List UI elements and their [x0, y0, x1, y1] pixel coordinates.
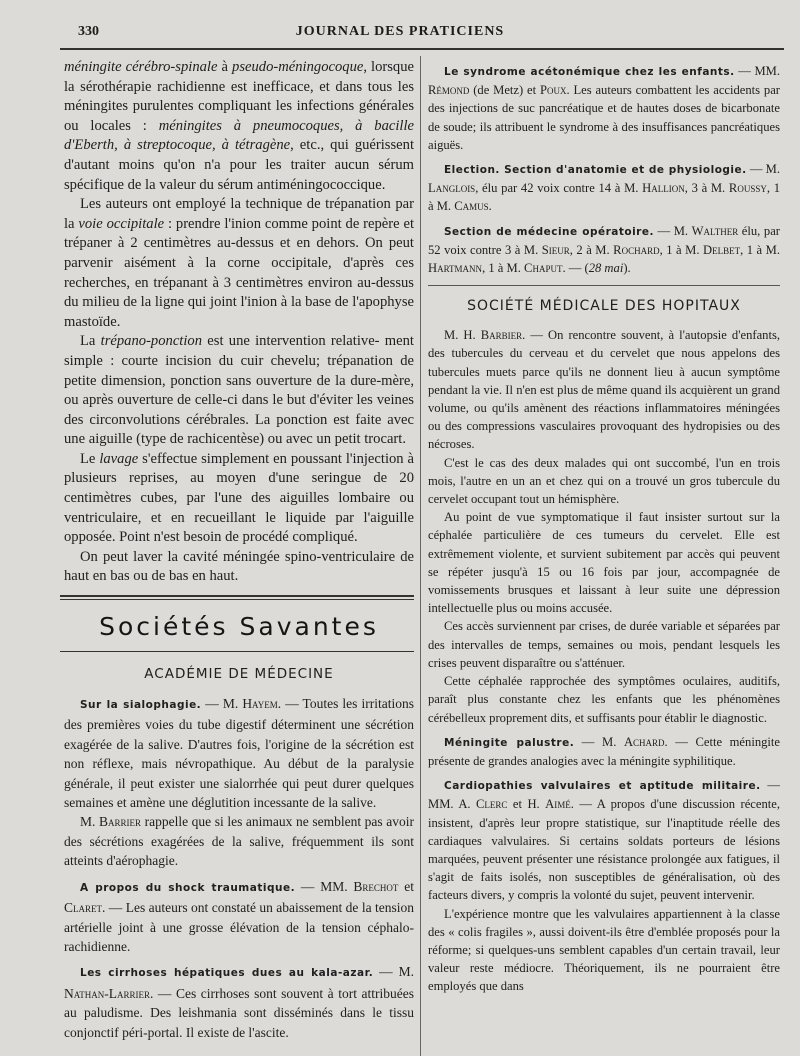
- text: — M.: [201, 696, 243, 712]
- text: — MM.: [295, 878, 354, 894]
- author-name: Barrier: [98, 814, 141, 830]
- page-header: [0, 0, 800, 48]
- paragraph-heading: Le syndrome acétonémique chez les enfants.: [444, 66, 735, 78]
- text: . Les auteurs combattent les accidents par des injections de suc pancréatique et de hautes doses de bicarbonate de soude; ils attribuent le syndrome à des insuffisances pancréatiques aiguës.: [428, 83, 780, 152]
- paragraph: [64, 195, 414, 332]
- section-rule: [428, 285, 780, 286]
- paragraph: Au point de vue symptomatique il faut insister surtout sur la céphalée particulière de ces tumeurs du cervelet. Elle est extrêmement violente, et survient subitement par accès qui peuvent se répéter jusqu'à 15 ou 16 fois par jour, accompagnée de vomissements brusques et laissant à leur suite une dépression intellectuelle plus ou moins accusée.: [428, 510, 780, 616]
- italic-text: voie occipitale: [78, 215, 165, 232]
- paragraph: L'expérience montre que les valvulaires appartiennent à la classe des « colis fragiles », aussi doivent-ils être d'emblée proposés pour la réforme; si quelques-uns semblent capables d'un certain travail, leur valeur reste médiocre. Théoriquement, ils ne pourraient être employés que dans: [428, 906, 780, 994]
- paragraph: [64, 58, 414, 195]
- text: , lorsque la sérothérapie rachidienne est inefficace, et dans tous les méningites purulentes compliquant les infections générales ou locales :: [64, 59, 414, 134]
- author-name: Nathan-Larrier: [64, 985, 150, 1001]
- text: , 2 à M.: [569, 242, 614, 257]
- paragraph-heading: Sur la sialophagie.: [80, 699, 202, 712]
- paragraph-heading: Section de médecine opératoire.: [444, 225, 654, 238]
- author-name: Brechot: [353, 878, 399, 894]
- text: — MM.: [734, 64, 780, 78]
- text: — M.: [574, 734, 624, 749]
- text: , 1 à M.: [659, 242, 703, 257]
- author-name: Barbier: [480, 328, 523, 343]
- author-name: Walther: [691, 223, 739, 238]
- italic-text: pseudo-méningocoque: [232, 59, 364, 75]
- italic-text: méningite cérébro-spinale: [64, 59, 218, 75]
- column-divider: [420, 56, 421, 1056]
- author-name: Hartmann: [428, 261, 483, 276]
- text: : prendre l'inion comme point de repère et trépaner à 2 centimètres au-dessus et en dehors. On peut parvenir aisément à la corne occipitale, d'après ces recherches, en trépanant à 3 centimètres environ au-dessus du milieu de la ligne qui joint l'inion à la base de l'apophyse mastoïde.: [64, 215, 415, 330]
- paragraph-heading: Election. Section d'anatomie et de physiologie.: [444, 164, 747, 177]
- paragraph: [64, 877, 414, 957]
- text: , 1 à M.: [740, 242, 780, 257]
- text: La: [80, 333, 101, 350]
- paragraph-heading: Les cirrhoses hépatiques dues au kala-azar.: [80, 967, 374, 980]
- text: . — Les auteurs ont constaté un abaissement de la tension artérielle joint à une grosse élévation de la tension céphalo-rachidienne.: [64, 900, 414, 954]
- subsection-title: SOCIÉTÉ MÉDICALE DES HOPITAUX: [467, 298, 741, 315]
- italic-text: lavage: [99, 450, 139, 467]
- text: , 1 à M.: [482, 261, 525, 276]
- paragraph: [428, 222, 780, 278]
- author-name: Claret: [64, 900, 102, 916]
- text: , élu par 42 voix contre 14 à M.: [475, 181, 643, 196]
- author-name: Hayem: [242, 696, 278, 712]
- author-name: Delbet: [703, 242, 741, 257]
- paragraph: [64, 450, 414, 548]
- text: M. H.: [444, 328, 481, 343]
- author-name: Camus: [454, 199, 489, 214]
- text: à: [217, 59, 233, 75]
- section-rule: [60, 651, 414, 652]
- subsection-title: ACADÉMIE DE MÉDECINE: [144, 666, 334, 683]
- text: rappelle que si les animaux ne semblent pas avoir des sécrétions exagérées de la salive, fréquemment ils sont atteints d'aérophagie.: [64, 814, 414, 869]
- author-name: Chaput: [524, 261, 563, 276]
- text: .: [488, 199, 492, 214]
- paragraph: [64, 332, 414, 450]
- paragraph: On peut laver la cavité méningée spino-ventriculaire de haut en bas ou de bas en haut.: [64, 548, 414, 585]
- paragraph: Ces accès surviennent par crises, de durée variable et séparées par des intervalles de temps, semaines ou mois, pendant lesquels les crises peuvent disparaître ou s'atténuer.: [428, 619, 780, 670]
- paragraph: [428, 776, 780, 904]
- text: s'effectue simplement en poussant l'injection à plusieurs reprises, au moyen d'une seringue de 20 centimètres cubes, par l'une des aiguilles lombaire ou ventriculaire, et en recueillant le liquide par l'aiguille opposée. Point n'est besoin de procédé compliqué.: [64, 450, 414, 546]
- left-column: [64, 58, 414, 1042]
- paragraph-heading: A propos du shock traumatique.: [80, 881, 296, 894]
- text: M.: [80, 814, 99, 830]
- text: . — A propos d'une discussion récente, insistent, d'après leur propre statistique, sur l'inaptitude réelle des cardiaques valvulaires. Si certains soldats porteurs de lésions marquées, peuvent présenter une résistance prolongée aux fatigues, il s'agit de faits isolés, non susceptibles de généralisation, où des facteurs divers, y compris la volonté du sujet, peuvent intervenir.: [428, 797, 781, 903]
- paragraph: [428, 62, 780, 154]
- text: . — Ces cirrhoses sont souvent à tort attribuées au paludisme. Des leishmania sont disséminés dans le tissu conjonctif péri-portal. Il existe de l'ascite.: [64, 985, 414, 1040]
- paragraph-heading: Méningite palustre.: [444, 736, 575, 749]
- running-title: JOURNAL DES PRATICIENS: [295, 24, 505, 39]
- paragraph: [428, 733, 780, 770]
- header-rule: [60, 48, 784, 50]
- paragraph: [64, 694, 414, 812]
- text: — M.: [653, 223, 692, 238]
- paragraph-heading: Cardiopathies valvulaires et aptitude militaire.: [444, 780, 761, 793]
- author-name: Rochard: [613, 242, 660, 257]
- paragraph: [64, 962, 414, 1042]
- section-rule: [60, 595, 414, 600]
- italic-text: méningites à pneumocoques, à bacille d'Eberth, à streptocoque, à tétragène: [64, 117, 414, 154]
- text: . — Toutes les irritations des premières voies du tube digestif déterminent une sécrétion exagérée de la salive. D'autres fois, l'origine de la sécrétion est non réflexe, mais névropathique. Au début de la paralysie générale, il peut exister une sialorrhée qui peut durer quelques semaines et amène une déglutition incessante de la salive.: [64, 696, 414, 811]
- text: , etc., qui guérissent d'autant moins qu'on n'a pour les traiter aucun sérum spécifique de la valeur du sérum antiméningococcique.: [64, 137, 414, 193]
- author-name: Aimé: [545, 797, 571, 812]
- text: . — On rencontre souvent, à l'autopsie d'enfants, des tubercules du cerveau et du cervelet que nous appelons des tubercules muets parce qu'ils ne donnent lieu à aucun symptôme pendant la vie. Il n'en est plus de même quand ils acquièrent un grand volume, ou qu'ils amènent des réactions inflammatoires méningées ou des compressions vasculaires provoquant des hydropisies ou des nécroses.: [428, 328, 781, 452]
- text: (de Metz) et: [469, 83, 540, 98]
- text: et: [398, 878, 414, 894]
- text: — MM. A.: [428, 778, 780, 812]
- author-name: Roussy: [728, 181, 767, 196]
- author-name: Langlois: [428, 181, 476, 196]
- paragraph: Cette céphalée rapprochée des symptômes oculaires, auditifs, paraît plus constante chez les enfants que les phénomènes cérébelleux proprement dits, et suffisants pour établir le diagnostic.: [428, 674, 780, 725]
- author-name: Hallion: [642, 181, 685, 196]
- paragraph: [64, 812, 414, 870]
- text: . — Cette méningite présente de grandes analogies avec la méningite syphilitique.: [428, 734, 781, 768]
- paragraph: C'est le cas des deux malades qui ont succombé, l'un en trois mois, l'autre en un an et chez qui on a trouvé un gros tubercule du cervelet occupant tout un hémisphère.: [428, 455, 780, 507]
- paragraph: [428, 326, 780, 453]
- text: est une intervention relative- ment simple : courte incision du cuir chevelu; trépanation de petite dimension, ponction sans ouverture de la dure-mère, ou après ouverture de celle-ci dans le but d'éviter les veines des circonvolutions cérébrales. La ponction est faite avec une aiguille (type de rachicentèse) ou avec un petit trocart.: [64, 333, 414, 448]
- text: et H.: [507, 797, 546, 812]
- text: — M.: [746, 162, 780, 177]
- right-column: [428, 62, 780, 996]
- italic-text: trépano-ponction: [100, 333, 203, 350]
- text: , 1 à M.: [428, 181, 780, 214]
- author-name: Rémond: [428, 83, 470, 98]
- author-name: Achard: [623, 734, 665, 749]
- text: ).: [623, 261, 631, 276]
- text: — M.: [373, 964, 414, 980]
- author-name: Sieur: [541, 242, 570, 257]
- author-name: Clerc: [476, 797, 508, 812]
- author-name: Poux: [539, 83, 567, 98]
- italic-text: 28 mai: [588, 261, 624, 276]
- page-number: 330: [78, 24, 99, 39]
- paragraph: [428, 160, 780, 216]
- text: . — (: [562, 261, 589, 276]
- text: élu, par 52 voix contre 3 à M.: [428, 223, 780, 257]
- text: Les auteurs ont employé la technique de trépanation par la: [64, 196, 414, 232]
- text: , 3 à M.: [684, 181, 729, 196]
- section-title: Sociétés Savantes: [99, 612, 379, 642]
- text: Le: [80, 450, 100, 467]
